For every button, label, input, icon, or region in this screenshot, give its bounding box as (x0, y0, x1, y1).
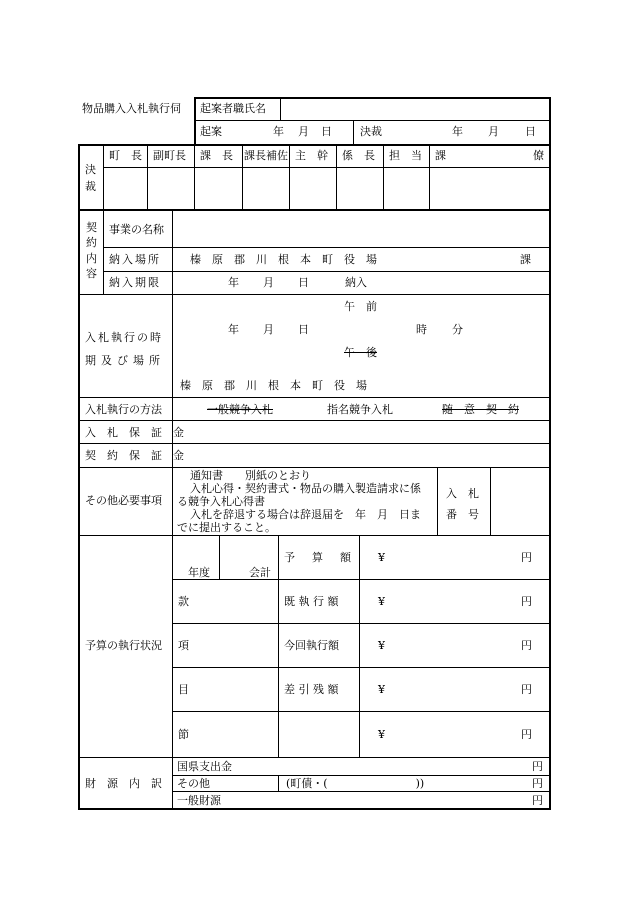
budget-item-current: 今回執行額 (284, 639, 339, 652)
decision-year-label: 年 (452, 125, 463, 138)
header-left-border (194, 97, 196, 144)
bidding-time-bottom-line (79, 397, 550, 398)
approval-col-div-7 (429, 145, 430, 209)
deadline-month: 月 (263, 276, 274, 289)
draft-label: 起案 (200, 125, 222, 138)
funding-yen-1: 円 (532, 760, 543, 773)
budget-row-left-4: 節 (178, 728, 189, 741)
col-director: 主 幹 (295, 149, 328, 162)
contract-security-label: 契 約 保 証 金 (85, 449, 184, 462)
contract-security-field[interactable] (174, 445, 548, 466)
budget-amount-field-1[interactable] (392, 538, 512, 578)
stamp-box-director[interactable] (291, 169, 335, 208)
bidding-hour: 時 (416, 323, 427, 336)
funding-general: 一般財源 (177, 794, 221, 807)
draft-month-label: 月 (298, 125, 309, 138)
decision-label: 決裁 (360, 125, 382, 138)
budget-row-left-1: 款 (178, 595, 189, 608)
bid-security-bottom-line (79, 443, 550, 444)
bidding-label-divider (172, 295, 173, 471)
col-subsection-chief: 係 長 (342, 149, 375, 162)
budget-yen-sign-4: ¥ (378, 683, 385, 696)
delivery-place-value: 榛 原 郡 川 根 本 町 役 場 (190, 253, 377, 266)
deadline-day: 日 (298, 276, 309, 289)
other-line-1: 通知書 別紙のとおり (190, 469, 311, 482)
bid-number-field[interactable] (492, 469, 548, 534)
bidding-pm[interactable]: 午 後 (344, 346, 377, 359)
other-line-5: でに提出すること。 (177, 521, 276, 534)
budget-row-left-2: 項 (178, 639, 189, 652)
contract-security-bottom-line (79, 467, 550, 468)
budget-value-divider (359, 536, 360, 757)
other-bottom-line (79, 535, 550, 536)
budget-amount-field-5[interactable] (392, 714, 512, 756)
budget-item-executed: 既 執 行 額 (284, 595, 339, 608)
budget-yen-1: 円 (521, 551, 532, 564)
other-line-3: る競争入札心得書 (177, 495, 265, 508)
bidding-am[interactable]: 午 前 (344, 300, 377, 313)
drafter-name-field[interactable] (282, 99, 548, 119)
method-nominated[interactable]: 指名競争入札 (327, 403, 393, 416)
budget-line-3 (173, 667, 550, 668)
stamp-box-assistant-chief[interactable] (244, 169, 288, 208)
drafter-label-divider (280, 97, 281, 120)
budget-yen-sign-2: ¥ (378, 595, 385, 608)
approval-side-label-1: 決 (85, 163, 96, 176)
other-line-4: 入札を辞退する場合は辞退届を 年 月 日ま (190, 508, 421, 521)
bid-number-label-2: 番 号 (446, 508, 479, 521)
bidding-time-place-label-1: 入札執行の時 (85, 331, 163, 344)
budget-bottom-line (79, 757, 550, 758)
approval-col-div-5 (336, 145, 337, 209)
other-bid-number-divider-1 (437, 467, 438, 535)
bid-security-field[interactable] (174, 422, 548, 442)
budget-item-divider (278, 536, 279, 757)
bid-security-label: 入 札 保 証 金 (85, 426, 184, 439)
approval-header-line (103, 167, 550, 168)
other-bid-number-divider-2 (490, 467, 491, 535)
approval-col-div-1 (147, 145, 148, 209)
bidding-day: 日 (298, 323, 309, 336)
bidding-minute: 分 (452, 323, 463, 336)
form-title: 物品購入入札執行伺 (82, 102, 181, 115)
bidding-year: 年 (228, 323, 239, 336)
contract-side-3: 内 (86, 252, 97, 265)
bidding-place: 榛 原 郡 川 根 本 町 役 場 (180, 379, 367, 392)
approval-side-divider (103, 145, 104, 209)
budget-row-left-3: 目 (178, 683, 189, 696)
budget-amount-field-4[interactable] (392, 670, 512, 710)
contract-side-divider (103, 210, 104, 294)
stamp-box-mayor[interactable] (105, 169, 146, 208)
project-name-label: 事業の名称 (109, 223, 164, 236)
method-label: 入札執行の方法 (85, 403, 162, 416)
delivery-place-suffix: 課 (520, 253, 531, 266)
funding-line-1 (173, 775, 550, 776)
budget-yen-5: 円 (521, 728, 532, 741)
header-right-border (549, 97, 551, 144)
deadline-year: 年 (228, 276, 239, 289)
budget-line-1 (173, 579, 550, 580)
stamp-box-deputy-mayor[interactable] (149, 169, 193, 208)
funding-label: 財 源 内 訳 (85, 777, 162, 790)
funding-other: その他 (177, 777, 210, 790)
col-section-chief: 課 長 (200, 149, 233, 162)
approval-side-label-2: 裁 (85, 180, 96, 193)
stamp-box-subsection-chief[interactable] (338, 169, 382, 208)
funding-yen-3: 円 (532, 794, 543, 807)
decision-day-label: 日 (525, 125, 536, 138)
method-general[interactable]: 一般競争入札 (207, 403, 273, 416)
budget-amount-field-3[interactable] (392, 626, 512, 666)
budget-fiscal-year: 年度 (188, 566, 210, 579)
stamp-box-section-chief[interactable] (196, 169, 241, 208)
funding-line-2 (173, 791, 550, 792)
bidding-month: 月 (263, 323, 274, 336)
approval-col-div-4 (289, 145, 290, 209)
contract-bottom-line (79, 294, 550, 295)
decision-month-label: 月 (488, 125, 499, 138)
bidding-time-place-label-2: 期及び場所 (85, 354, 165, 367)
contract-line-2 (103, 271, 550, 272)
draft-day-label: 日 (321, 125, 332, 138)
budget-fiscal-divider (219, 536, 220, 579)
approval-bottom-border (78, 209, 551, 211)
budget-line-2 (173, 623, 550, 624)
col-colleague: 僚 (533, 149, 544, 162)
project-name-field[interactable] (174, 212, 548, 246)
funding-national: 国県支出金 (177, 760, 232, 773)
bid-number-label-1: 入 札 (446, 487, 479, 500)
header-mid-line (194, 120, 551, 121)
approval-col-div-6 (383, 145, 384, 209)
approval-col-div-3 (242, 145, 243, 209)
budget-yen-sign-5: ¥ (378, 728, 385, 741)
approval-col-div-2 (194, 145, 195, 209)
budget-item-remaining: 差 引 残 額 (284, 683, 339, 696)
table-bottom-border (78, 808, 551, 810)
col-mayor: 町 長 (109, 149, 142, 162)
funding-other-detail: (町債・( )) (286, 777, 425, 790)
contract-line-1 (103, 247, 550, 248)
delivery-place-label: 納入場所 (109, 253, 161, 266)
col-assistant-chief: 課長補佐 (244, 149, 288, 162)
table-top-border (78, 144, 551, 146)
contract-side-2: 約 (86, 236, 97, 249)
col-staff: 担 当 (389, 149, 422, 162)
other-line-2: 入札心得・契約書式・物品の購入製造請求に係 (190, 482, 421, 495)
col-section: 課 (435, 149, 446, 162)
contract-label-divider (172, 210, 173, 294)
contract-side-4: 容 (86, 267, 97, 280)
budget-amount-field-2[interactable] (392, 582, 512, 622)
draft-year-label: 年 (273, 125, 284, 138)
budget-yen-4: 円 (521, 683, 532, 696)
budget-yen-3: 円 (521, 639, 532, 652)
drafter-label: 起案者職氏名 (200, 102, 266, 115)
other-label: その他必要事項 (85, 494, 162, 507)
stamp-box-staff[interactable] (385, 169, 428, 208)
table-left-border (78, 144, 80, 810)
budget-account: 会計 (249, 566, 271, 579)
method-negotiated[interactable]: 随 意 契 約 (442, 403, 519, 416)
budget-label: 予算の執行状況 (85, 639, 162, 652)
delivery-deadline-label: 納入期限 (109, 276, 161, 289)
budget-yen-sign-1: ¥ (378, 551, 385, 564)
budget-item-budget: 予 算 額 (284, 551, 354, 564)
decision-divider (353, 120, 354, 144)
funding-other-divider (278, 775, 279, 791)
deadline-suffix: 納入 (345, 276, 367, 289)
contract-side-1: 契 (86, 221, 97, 234)
funding-yen-2: 円 (532, 777, 543, 790)
budget-yen-sign-3: ¥ (378, 639, 385, 652)
budget-yen-2: 円 (521, 595, 532, 608)
method-bottom-line (79, 420, 550, 421)
col-deputy-mayor: 副町長 (153, 149, 186, 162)
budget-line-4 (173, 711, 550, 712)
stamp-box-section[interactable] (431, 169, 548, 208)
